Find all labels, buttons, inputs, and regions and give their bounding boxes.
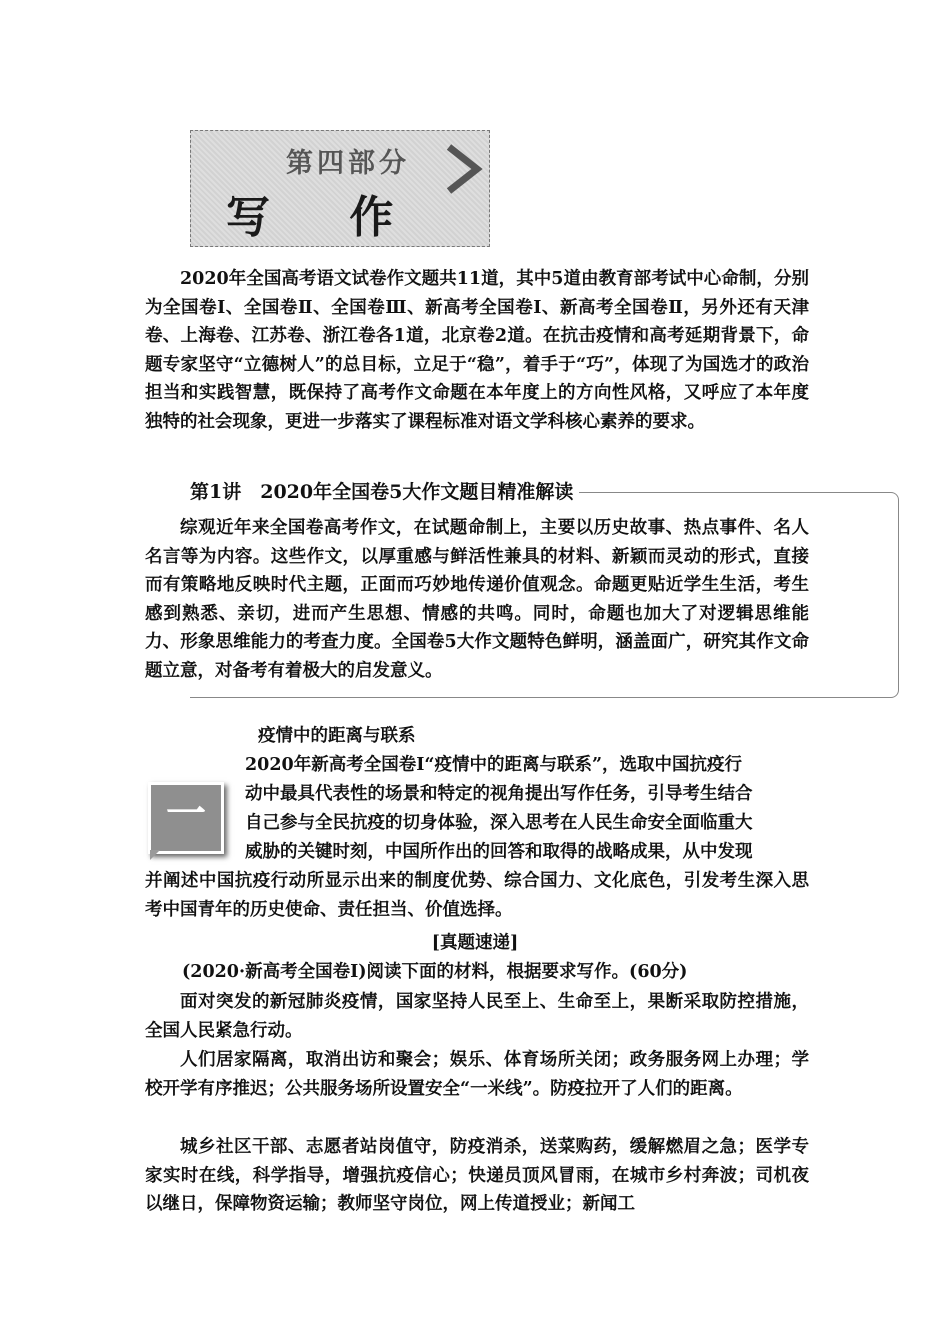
section-intro-line: 威胁的关键时刻，中国所作出的回答和取得的战略成果，从中发现 (245, 842, 753, 862)
part-title: 写 作 (226, 192, 426, 243)
chevron-right-icon (443, 143, 483, 195)
material-paragraph: 面对突发的新冠肺炎疫情，国家坚持人民至上、生命至上，果断采取防控措施，全国人民紧急行动。 (145, 992, 809, 1041)
lecture-title: 第1讲 2020年全国卷5大作文题目精准解读 (190, 478, 579, 506)
section-number-badge: 一 (148, 782, 224, 854)
section-intro-line: 2020年新高考全国卷Ⅰ“疫情中的距离与联系”，选取中国抗疫行 (245, 755, 743, 775)
section-intro-rest: 并阐述中国抗疫行动所显示出来的制度优势、综合国力、文化底色，引发考生深入思考中国青年的历史使命、责任担当、价值选择。 (145, 871, 809, 920)
lecture-body: 综观近年来全国卷高考作文，在试题命制上，主要以历史故事、热点事件、名人名言等为内容。这些作文，以厚重感与鲜活性兼具的材料、新颖而灵动的形式，直接而有策略地反映时代主题，正面而巧妙地传递价值观念。命题更贴近学生生活，考生感到熟悉、亲切，进而产生思想、情感的共鸣。同时，命题也加大了对逻辑思维能力、形象思维能力的考查力度。全国卷5大作文题特色鲜明，涵盖面广，研究其作文命题立意，对备考有着极大的启发意义。 (145, 518, 809, 681)
material-paragraph: 人们居家隔离，取消出访和聚会；娱乐、体育场所关闭；政务服务网上办理；学校开学有序推迟；公共服务场所设置安全“一米线”。防疫拉开了人们的距离。 (145, 1050, 809, 1099)
part-banner (190, 130, 490, 247)
question-source: (2020·新高考全国卷Ⅰ)阅读下面的材料，根据要求写作。(60分) (182, 962, 688, 982)
part-label: 第四部分 (286, 148, 410, 179)
section-title: 疫情中的距离与联系 (258, 726, 416, 746)
section-intro-line: 动中最具代表性的场景和特定的视角提出写作任务，引导考生结合 (245, 784, 753, 804)
badge-tail (150, 850, 160, 860)
section-intro-line: 自己参与全民抗疫的切身体验，深入思考在人民生命安全面临重大 (245, 813, 753, 833)
intro-paragraph: 2020年全国高考语文试卷作文题共11道，其中5道由教育部考试中心命制，分别为全国卷Ⅰ、全国卷Ⅱ、全国卷Ⅲ、新高考全国卷Ⅰ、新高考全国卷Ⅱ，另外还有天津卷、上海卷、江苏卷、浙江卷各1道，北京卷2道。在抗击疫情和高考延期背景下，命题专家坚守“立德树人”的总目标，立足于“稳”，着手于“巧”，体现了为国选才的政治担当和实践智慧，既保持了高考作文命题在本年度上的方向性风格，又呼应了本年度独特的社会现象，更进一步落实了课程标准对语文学科核心素养的要求。 (145, 269, 809, 432)
zhenti-label: [真题速递] (431, 933, 519, 953)
material-paragraph: 城乡社区干部、志愿者站岗值守，防疫消杀，送菜购药，缓解燃眉之急；医学专家实时在线，科学指导，增强抗疫信心；快递员顶风冒雨，在城市乡村奔波；司机夜以继日，保障物资运输；教师坚守岗位，网上传道授业；新闻工 (145, 1137, 809, 1214)
